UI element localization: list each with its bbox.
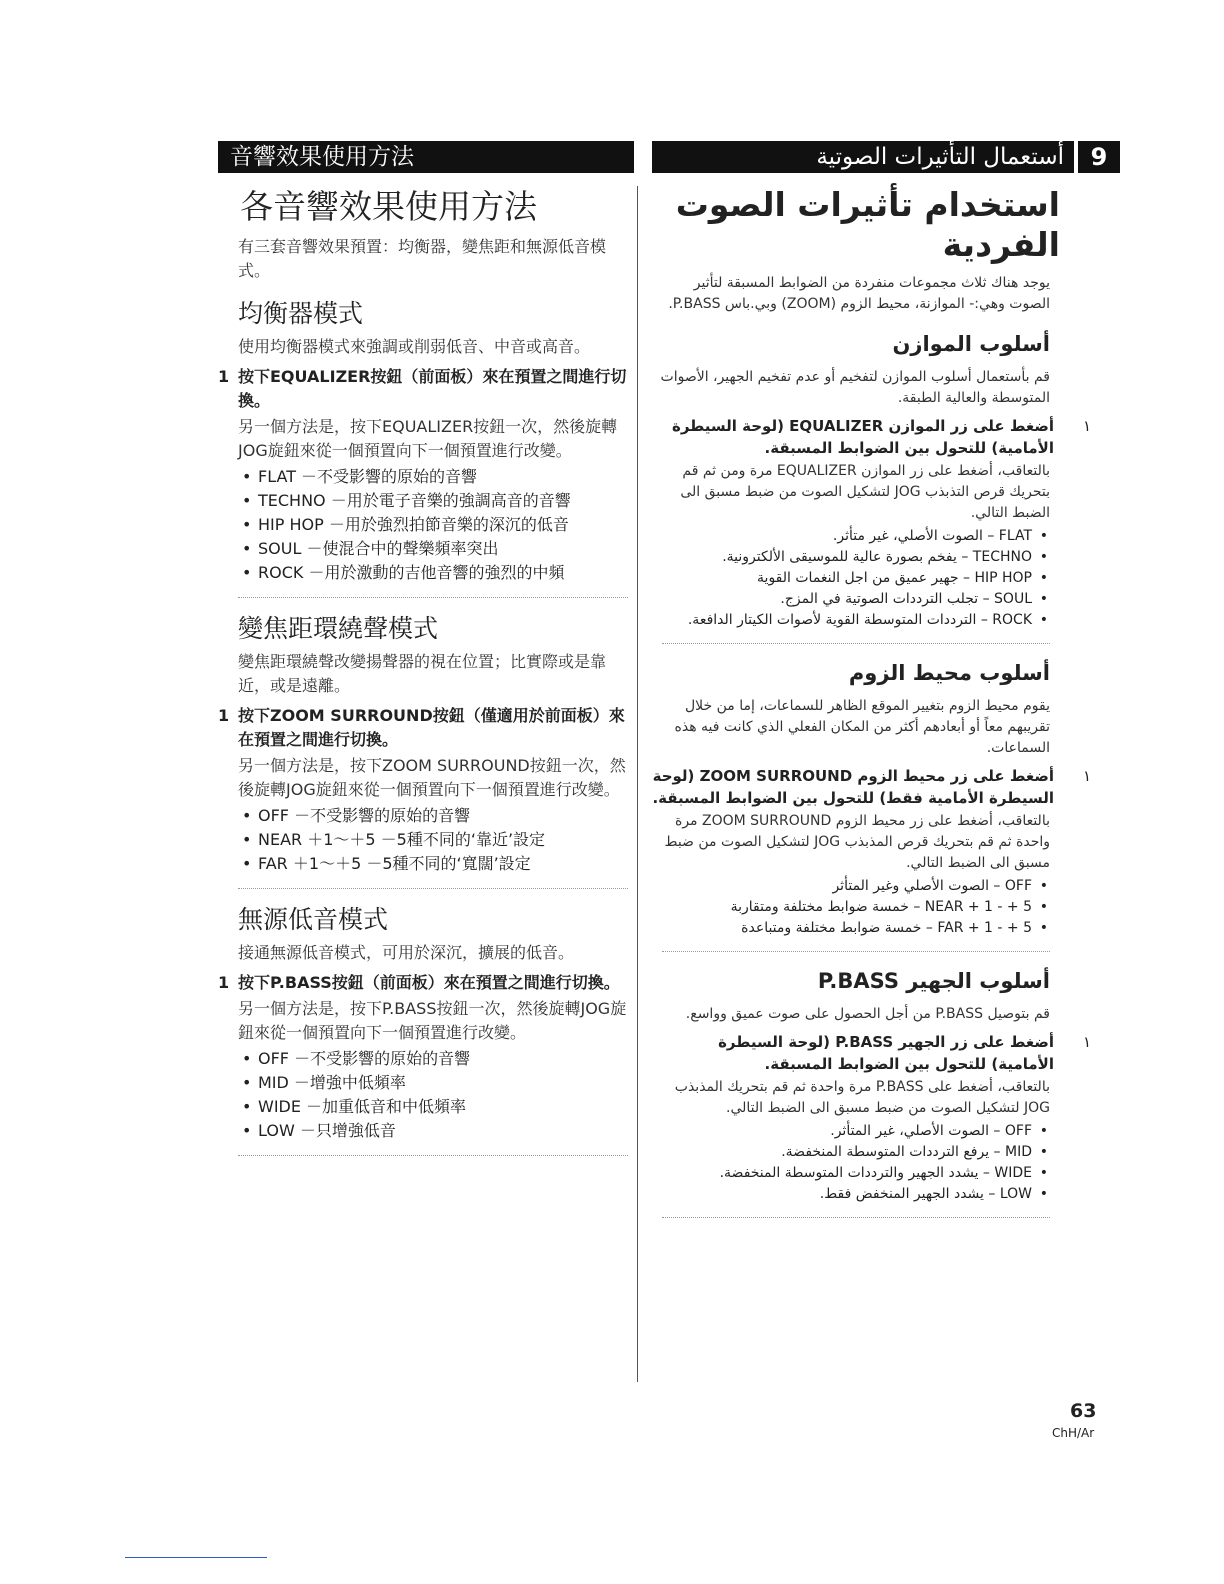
list-item: • OFF – الصوت الأصلي وغير المتأثر xyxy=(652,876,1050,897)
section-desc: يقوم محيط الزوم بتغيير الموقع الظاهر للسماعات، إما من خلال تقريبهم معاً أو أبعادهم أكثر من المكان الفعلي الذي كانت فيه هذه السماعات. xyxy=(674,698,1050,756)
list-item: • HIP HOP －用於強烈拍節音樂的深沉的低音 xyxy=(240,513,634,537)
section-bar: 音響效果使用方法 xyxy=(218,141,634,173)
list-item: • OFF －不受影響的原始的音響 xyxy=(240,1047,634,1071)
list-item: • NEAR ＋1～＋5 －5種不同的‘靠近’設定 xyxy=(240,828,634,852)
page-number: 63 xyxy=(1070,1400,1097,1422)
step-text: 按下P.BASS按鈕（前面板）來在預置之間進行切換。 xyxy=(238,973,620,992)
divider xyxy=(238,595,628,598)
step-number: ١ xyxy=(1082,417,1092,435)
preset-list xyxy=(652,526,1050,631)
preset-list xyxy=(240,465,634,585)
section-desc: 使用均衡器模式來強調或削弱低音、中音或高音。 xyxy=(238,337,591,356)
list-item: • WIDE – يشدد الجهير والترددات المتوسطة المنخفضة. xyxy=(652,1163,1050,1184)
divider xyxy=(662,641,1050,644)
list-item: • FLAT －不受影響的原始的音響 xyxy=(240,465,634,489)
list-item: • WIDE －加重低音和中低頻率 xyxy=(240,1095,634,1119)
list-item: • LOW – يشدد الجهير المنخفض فقط. xyxy=(652,1184,1050,1205)
preset-list xyxy=(652,876,1050,939)
page-title: استخدام تأثيرات الصوت الفردية xyxy=(675,185,1060,264)
step-text: أضغط على زر محيط الزوم ZOOM SURROUND (لوحة السيطرة الأمامية فقط) للتحول بين الضوابط المسبقة. xyxy=(652,767,1054,807)
step-number: 1 xyxy=(218,706,230,725)
list-item: • MID – يرفع الترددات المتوسطة المنخفضة. xyxy=(652,1142,1050,1163)
step-sub: 另一個方法是，按下EQUALIZER按鈕一次，然後旋轉JOG旋鈕來從一個預置向下一個預置進行改變。 xyxy=(238,417,618,460)
step xyxy=(652,765,1120,809)
arabic-column xyxy=(652,141,1120,1222)
section-desc: قم بتوصيل P.BASS من أجل الحصول على صوت عميق وواسع. xyxy=(685,1006,1050,1022)
preset-list xyxy=(652,1121,1050,1205)
list-item: • FAR ＋1～＋5 －5種不同的‘寬闊’設定 xyxy=(240,852,634,876)
step-sub: بالتعاقب، أضغط على زر الموازن EQUALIZER مرة ومن ثم قم بتحريك قرص التذبذب JOG لتشكيل الصوت من ضبط مسبق الى الضبط التالي. xyxy=(680,463,1050,521)
footer-line xyxy=(125,1557,267,1558)
list-item: • ROCK – الترددات المتوسطة القوية لأصوات الكيتار الدافعة. xyxy=(652,610,1050,631)
step-text: أضغط على زر الموازن EQUALIZER (لوحة السيطرة الأمامية) للتحول بين الضوابط المسبقة. xyxy=(671,417,1054,457)
list-item: • LOW －只增強低音 xyxy=(240,1119,634,1143)
intro-text: يوجد هناك ثلاث مجموعات منفردة من الضوابط المسبقة لتأثير الصوت وهي:- الموازنة، محيط الزوم (ZOOM) وبي.باس P.BASS. xyxy=(668,275,1050,312)
divider xyxy=(238,886,628,889)
section-desc: 變焦距環繞聲改變揚聲器的視在位置；比實際或是靠近，或是遠離。 xyxy=(238,652,607,695)
list-item: • SOUL – تجلب الترددات الصوتية في المزج. xyxy=(652,589,1050,610)
zoom-section xyxy=(652,656,1120,952)
chapter-number: 9 xyxy=(1074,141,1120,173)
step-text: 按下EQUALIZER按鈕（前面板）來在預置之間進行切換。 xyxy=(238,367,627,410)
divider xyxy=(662,949,1050,952)
section-bar xyxy=(652,141,1120,173)
section-desc: 接通無源低音模式，可用於深沉，擴展的低音。 xyxy=(238,943,575,962)
list-item: • OFF －不受影響的原始的音響 xyxy=(240,804,634,828)
list-item: • ROCK －用於激動的吉他音響的強烈的中頻 xyxy=(240,561,634,585)
list-item: • NEAR + 1 - + 5 – خمسة ضوابط مختلفة ومتقاربة xyxy=(652,897,1050,918)
zoom-section xyxy=(218,612,634,889)
section-heading: 無源低音模式 xyxy=(238,905,389,934)
step-text: 按下ZOOM SURROUND按鈕（僅適用於前面板）來在預置之間進行切換。 xyxy=(238,706,625,749)
section-heading: أسلوب الجهير P.BASS xyxy=(817,969,1050,993)
section-heading: أسلوب محيط الزوم xyxy=(848,661,1050,685)
section-bar-title: أستعمال التأثيرات الصوتية xyxy=(816,144,1064,170)
list-item: • FAR + 1 - + 5 – خمسة ضوابط مختلفة ومتباعدة xyxy=(652,918,1050,939)
pbass-section xyxy=(652,964,1120,1218)
list-item: • MID －增強中低頻率 xyxy=(240,1071,634,1095)
step-number: ١ xyxy=(1082,1033,1092,1051)
step xyxy=(218,704,634,752)
equalizer-section xyxy=(652,327,1120,644)
page-title: 各音響效果使用方法 xyxy=(240,187,537,226)
chinese-column xyxy=(218,141,634,1160)
list-item: • HIP HOP – جهير عميق من اجل النغمات القوية xyxy=(652,568,1050,589)
intro-text: 有三套音響效果預置：均衡器，變焦距和無源低音模式。 xyxy=(238,237,607,280)
pbass-section xyxy=(218,903,634,1156)
step-sub: بالتعاقب، أضغط على P.BASS مرة واحدة ثم قم بتحريك المذبذب JOG لتشكيل الصوت من ضبط مسبق الى الضبط التالي. xyxy=(674,1079,1050,1116)
language-code: ChH/Ar xyxy=(1052,1426,1095,1440)
section-desc: قم بأستعمال أسلوب الموازن لتفخيم أو عدم تفخيم الجهير، الأصوات المتوسطة والعالية الطبقة. xyxy=(660,369,1050,406)
step-sub: 另一個方法是，按下P.BASS按鈕一次，然後旋轉JOG旋鈕來從一個預置向下一個預置進行改變。 xyxy=(238,999,627,1042)
divider xyxy=(238,1153,628,1156)
section-heading: 變焦距環繞聲模式 xyxy=(238,614,439,643)
equalizer-section xyxy=(218,297,634,598)
column-divider xyxy=(637,186,638,1382)
preset-list xyxy=(240,804,634,876)
list-item: • FLAT – الصوت الأصلي، غير متأثر. xyxy=(652,526,1050,547)
divider xyxy=(662,1215,1050,1218)
step-number: 1 xyxy=(218,973,230,992)
step-number: ١ xyxy=(1082,767,1092,785)
section-heading: أسلوب الموازن xyxy=(892,332,1050,356)
list-item: • TECHNO – يفخم بصورة عالية للموسيقى الألكترونية. xyxy=(652,547,1050,568)
list-item: • OFF – الصوت الأصلي، غير المتأثر. xyxy=(652,1121,1050,1142)
step-text: أضغط على زر الجهير P.BASS (لوحة السيطرة الأمامية) للتحول بين الضوابط المسبقة. xyxy=(718,1033,1054,1073)
step xyxy=(218,971,634,995)
step-sub: بالتعاقب، أضغط على زر محيط الزوم ZOOM SURROUND مرة واحدة ثم قم بتحريك قرص المذبذب JOG لتشكيل الصوت من ضبط مسبق الى الضبط التالي. xyxy=(664,813,1050,871)
list-item: • TECHNO －用於電子音樂的強調高音的音響 xyxy=(240,489,634,513)
step-sub: 另一個方法是，按下ZOOM SURROUND按鈕一次，然後旋轉JOG旋鈕來從一個預置向下一個預置進行改變。 xyxy=(238,756,626,799)
step-number: 1 xyxy=(218,367,230,386)
preset-list xyxy=(240,1047,634,1143)
list-item: • SOUL －使混合中的聲樂頻率突出 xyxy=(240,537,634,561)
step xyxy=(652,1031,1120,1075)
step xyxy=(652,415,1120,459)
section-heading: 均衡器模式 xyxy=(238,299,364,328)
step xyxy=(218,365,634,413)
